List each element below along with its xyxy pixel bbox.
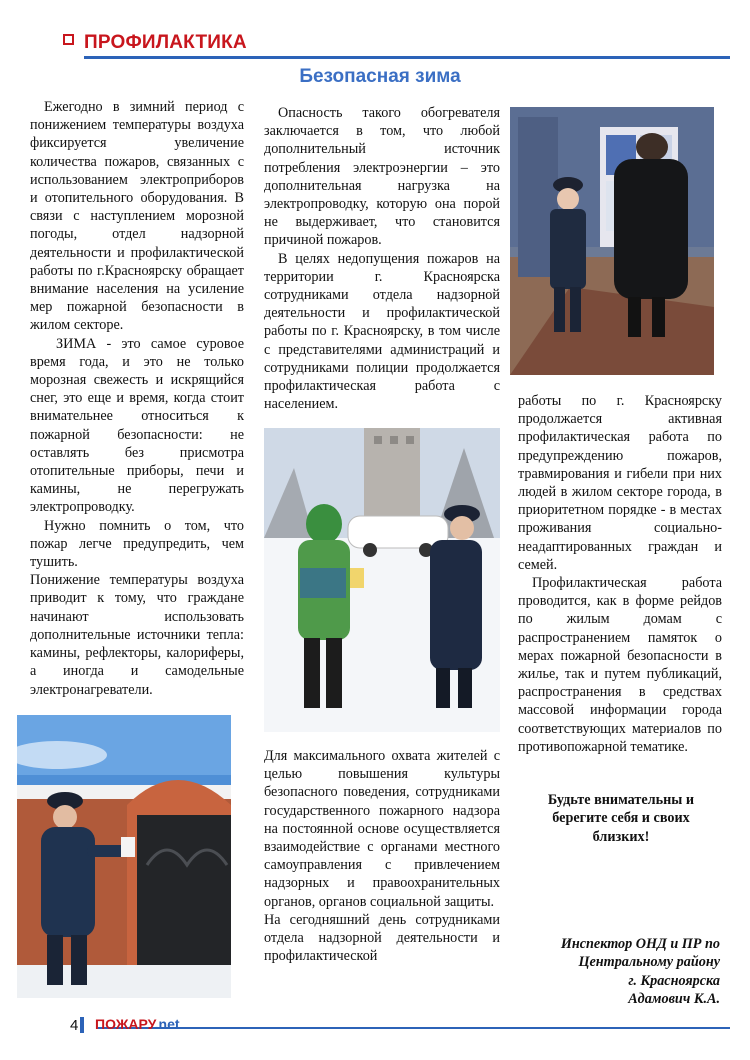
- signature-line: г. Красноярска: [628, 972, 720, 989]
- paragraph: Ежегодно в зимний период с понижением температуры воздуха фиксируется увеличение количества пожаров, связанных с использованием электроприборов и отопительного оборудования. В связи с наступлением морозной погоды, отдел надзорной деятельности и профилактической работы по г.Красноярску обращает внимание населения на усиление мер пожарной безопасности в жилом секторе.: [30, 99, 244, 334]
- column-3-text: [518, 392, 722, 756]
- photo-inspector-brick-gate: [17, 715, 231, 998]
- paragraph: Профилактическая работа проводится, как в форме рейдов по жилым домам с распространением памяток о мерах пожарной безопасности в жилье, так и путем публикаций, распространения в средствах массовой информации города соответствующих материалов по противопожарной тематике.: [518, 575, 722, 755]
- checkbox-square-icon: [63, 34, 74, 45]
- brand-suffix: .net: [154, 1016, 180, 1032]
- photo-street-child-inspector: [264, 428, 500, 732]
- footer-mark: [80, 1017, 84, 1033]
- header-divider: [84, 56, 730, 59]
- signature-line: Инспектор ОНД и ПР по: [560, 936, 720, 952]
- section-title: ПРОФИЛАКТИКА: [84, 32, 247, 53]
- column-1-text: [30, 98, 244, 699]
- signature-line: Центральному району: [578, 954, 720, 971]
- signature-line: Адамович К.А.: [628, 991, 720, 1008]
- paragraph: В целях недопущения пожаров на территории г. Красноярска сотрудниками отдела надзорной деятельности и профилактической работы по г. Красноярску, в том числе с представителями администраций и сотрудниками полиции продолжается профилактическая работа с населением.: [264, 250, 500, 413]
- photo-stairwell-notice-board: [510, 107, 714, 375]
- page-number: 4: [70, 1017, 79, 1034]
- closing-appeal: Будьте внимательны и берегите себя и своих близких!: [547, 792, 695, 845]
- column-2-top-text: [264, 104, 500, 413]
- paragraph: ЗИМА - это самое суровое время года, и это не только морозная свежесть и искрящийся снег, это еще и время, когда стоит внимательнее относиться к пожарной безопасности: не оставлять без присмотра отопительные приборы, печи и камины, не перегружать электропроводку.: [30, 335, 244, 516]
- footer-divider: [98, 1027, 730, 1029]
- signature: [520, 935, 720, 1009]
- brand-logo: [95, 1016, 180, 1032]
- column-2-bottom-text: [264, 747, 500, 965]
- paragraph: работы по г. Красноярску продолжается активная профилактическая работа по предупреждению пожаров, травмирования и гибели при них людей в жилом секторе города, в приоритетном порядке - в местах проживания социально-неадаптированных граждан и семей.: [518, 393, 722, 573]
- brand-main: ПОЖАРУ: [95, 1016, 155, 1032]
- paragraph: Нужно помнить о том, что пожар легче предупредить, чем тушить.: [30, 517, 244, 571]
- paragraph: Для максимального охвата жителей с целью повышения культуры безопасного поведения, сотрудниками государственного пожарного надзора на постоянной основе осуществляется взаимодействие с органами местного самоуправления с привлечением надзорных и правоохранительных органов, органов социальной защиты.: [264, 748, 500, 910]
- paragraph: На сегодняшний день сотрудниками отдела надзорной деятельности и профилактической: [264, 911, 500, 965]
- article-title: Безопасная зима: [299, 66, 461, 87]
- paragraph: Понижение температуры воздуха приводит к тому, что граждане начинают использовать дополнительные источники тепла: камины, рефлекторы, калориферы, а иногда и самодельные электронагреватели.: [30, 572, 244, 698]
- paragraph: Опасность такого обогревателя заключается в том, что любой дополнительный источник потребления электроэнергии – это дополнительная нагрузка на электропроводку, которую она порой не выдерживает, что становится причиной пожаров.: [264, 105, 500, 249]
